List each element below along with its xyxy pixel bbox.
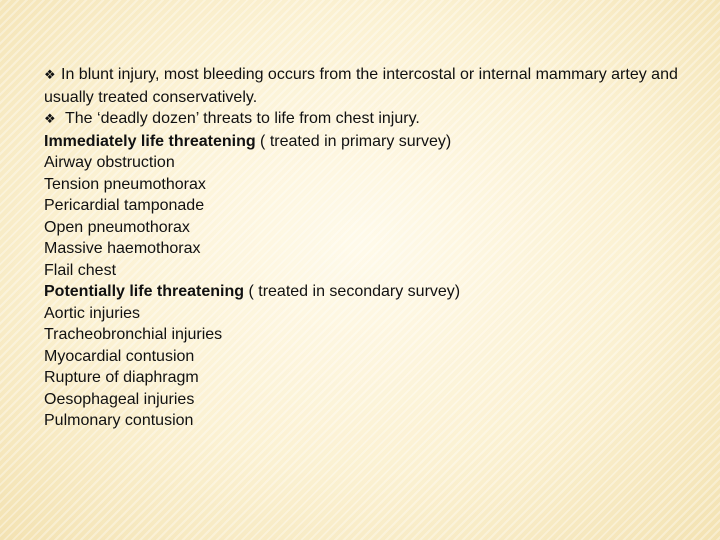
list-item: Tracheobronchial injuries bbox=[44, 326, 223, 343]
heading-text: Immediately life threatening bbox=[44, 132, 256, 150]
list-item: Oesophageal injuries bbox=[44, 390, 195, 408]
bullet-text: In blunt injury, most bleeding occurs from the intercostal or internal mammary artey and usually treated conservatively. bbox=[44, 66, 678, 106]
list-item: Pericardial tamponade bbox=[44, 197, 205, 214]
heading-note: ( treated in secondary survey) bbox=[248, 283, 461, 300]
list-item: Myocardial contusion bbox=[44, 347, 195, 365]
list-item: Massive haemothorax bbox=[44, 240, 201, 257]
section-heading-immediate bbox=[44, 131, 684, 153]
list-item: Pulmonary contusion bbox=[44, 412, 194, 429]
section-heading-potential bbox=[44, 281, 684, 303]
list-item: Airway obstruction bbox=[44, 154, 175, 171]
bullet-point-deadly-dozen bbox=[44, 108, 684, 131]
list-item: Aortic injuries bbox=[44, 304, 141, 322]
list-item: Rupture of diaphragm bbox=[44, 369, 199, 386]
list-item: Flail chest bbox=[44, 261, 117, 279]
bullet-point-blunt-injury bbox=[44, 64, 684, 108]
diamond-bullet-icon: ❖ bbox=[44, 68, 56, 83]
bullet-text: The ‘deadly dozen’ threats to life from chest injury. bbox=[65, 110, 420, 127]
heading-text: Potentially life threatening bbox=[44, 283, 249, 300]
list-item: Open pneumothorax bbox=[44, 218, 190, 236]
heading-note: ( treated in primary survey) bbox=[255, 132, 452, 150]
slide-body bbox=[44, 64, 684, 432]
list-item: Tension pneumothorax bbox=[44, 175, 206, 193]
diamond-bullet-icon: ❖ bbox=[44, 112, 56, 127]
